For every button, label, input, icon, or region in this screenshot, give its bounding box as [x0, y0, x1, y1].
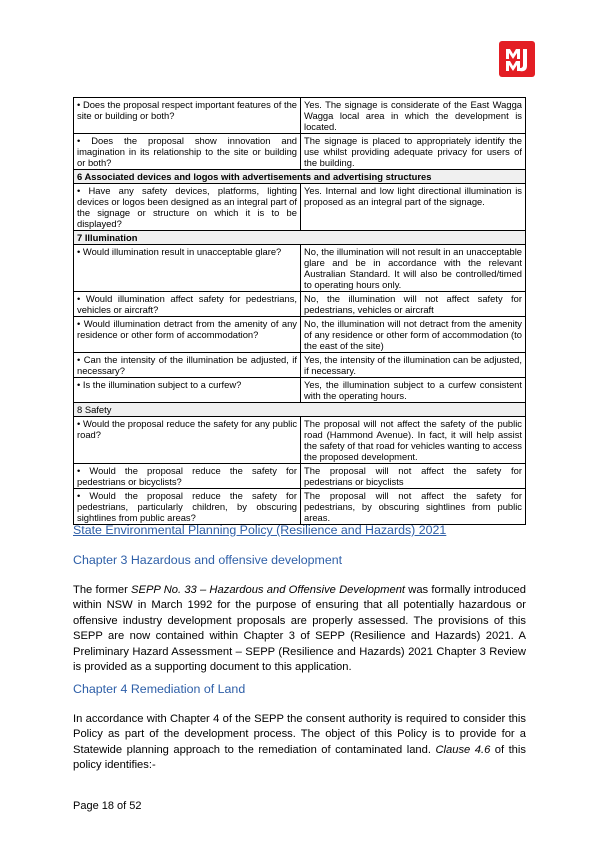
section-heading: 8 Safety	[74, 403, 526, 417]
table-row	[74, 378, 526, 403]
chapter4-paragraph	[73, 712, 526, 774]
question-cell: • Would the proposal reduce the safety for pedestrians, particularly children, by obscuring sightlines from public areas?	[74, 489, 301, 525]
question-cell: • Does the proposal respect important features of the site or building or both?	[74, 98, 301, 134]
mmj-logo-icon	[499, 41, 535, 77]
table-row	[74, 245, 526, 292]
question-cell: • Is the illumination subject to a curfew?	[74, 378, 301, 403]
answer-cell: No, the illumination will not detract from the amenity of any residence or other form of accommodation (to the east of the site)	[301, 317, 526, 353]
table-row	[74, 292, 526, 317]
signage-assessment-table	[73, 97, 526, 525]
section-heading: 6 Associated devices and logos with advertisements and advertising structures	[74, 170, 526, 184]
question-cell: • Have any safety devices, platforms, lighting devices or logos been designed as an integral part of the signage or structure on which it is to be displayed?	[74, 184, 301, 231]
chapter4-text-start: In accordance with Chapter 4 of the SEPP the consent authority is required to consider this Policy as part of the development process. The object of this Policy is to provide for a Statewide planning approach to the remediation of contaminated land.	[73, 713, 526, 756]
answer-cell: Yes. The signage is considerate of the East Wagga Wagga local area in which the development is located.	[301, 98, 526, 134]
question-cell: • Would illumination affect safety for pedestrians, vehicles or aircraft?	[74, 292, 301, 317]
chapter4-text-end: of this policy identifies:-	[73, 743, 526, 772]
answer-cell: Yes, the intensity of the illumination can be adjusted, if necessary.	[301, 353, 526, 378]
answer-cell: The proposal will not affect the safety for pedestrians, by obscuring sightlines from public areas.	[301, 489, 526, 525]
chapter3-paragraph	[73, 583, 526, 675]
answer-cell: The proposal will not affect the safety of the public road (Hammond Avenue). In fact, it will help assist the safety of that road for vehicles wanting to access the proposed development.	[301, 417, 526, 464]
answer-cell: No, the illumination will not affect safety for pedestrians, vehicles or aircraft	[301, 292, 526, 317]
chapter4-clause: Clause 4.6	[435, 743, 491, 756]
table-row	[74, 489, 526, 525]
table-row	[74, 98, 526, 134]
table-row	[74, 184, 526, 231]
question-cell: • Would the proposal reduce the safety for any public road?	[74, 417, 301, 464]
table-row	[74, 353, 526, 378]
chapter4-heading: Chapter 4 Remediation of Land	[73, 682, 246, 696]
question-cell: • Would illumination detract from the amenity of any residence or other form of accommodation?	[74, 317, 301, 353]
answer-cell: No, the illumination will not result in an unacceptable glare and be in accordance with the relevant Australian Standard. It will also be controlled/timed to operating hours only.	[301, 245, 526, 292]
section-heading: 7 Illumination	[74, 231, 526, 245]
chapter3-text-end: was formally introduced within NSW in March 1992 for the purpose of ensuring that all potentially hazardous or offensive industry development proposals are properly assessed. The provisions of this SEPP are now contained within Chapter 3 of SEPP (Resilience and Hazards) 2021. A Preliminary Hazard Assessment – SEPP (Resilience and Hazards) 2021 Chapter 3 Review is provided as a supporting document to this application.	[73, 584, 526, 674]
question-cell: • Would the proposal reduce the safety for pedestrians or bicyclists?	[74, 464, 301, 489]
chapter3-heading: Chapter 3 Hazardous and offensive development	[73, 553, 343, 567]
chapter3-sepp-title: SEPP No. 33 – Hazardous and Offensive Development	[131, 584, 406, 596]
section-row	[74, 403, 526, 417]
question-cell: • Would illumination result in unacceptable glare?	[74, 245, 301, 292]
answer-cell: Yes. Internal and low light directional illumination is proposed as an integral part of the signage.	[301, 184, 526, 231]
table-row	[74, 317, 526, 353]
question-cell: • Can the intensity of the illumination be adjusted, if necessary?	[74, 353, 301, 378]
answer-cell: Yes, the illumination subject to a curfew consistent with the operating hours.	[301, 378, 526, 403]
question-cell: • Does the proposal show innovation and imagination in its relationship to the site or building or both?	[74, 134, 301, 170]
table-row	[74, 417, 526, 464]
answer-cell: The signage is placed to appropriately identify the use whilst providing adequate privacy for users of the building.	[301, 134, 526, 170]
chapter3-text-start: The former	[73, 584, 132, 596]
page-number: Page 18 of 52	[73, 800, 142, 812]
table-row	[74, 134, 526, 170]
table-row	[74, 464, 526, 489]
policy-link[interactable]: State Environmental Planning Policy (Resilience and Hazards) 2021	[73, 523, 447, 537]
section-row	[74, 231, 526, 245]
section-row	[74, 170, 526, 184]
answer-cell: The proposal will not affect the safety for pedestrians or bicyclists	[301, 464, 526, 489]
